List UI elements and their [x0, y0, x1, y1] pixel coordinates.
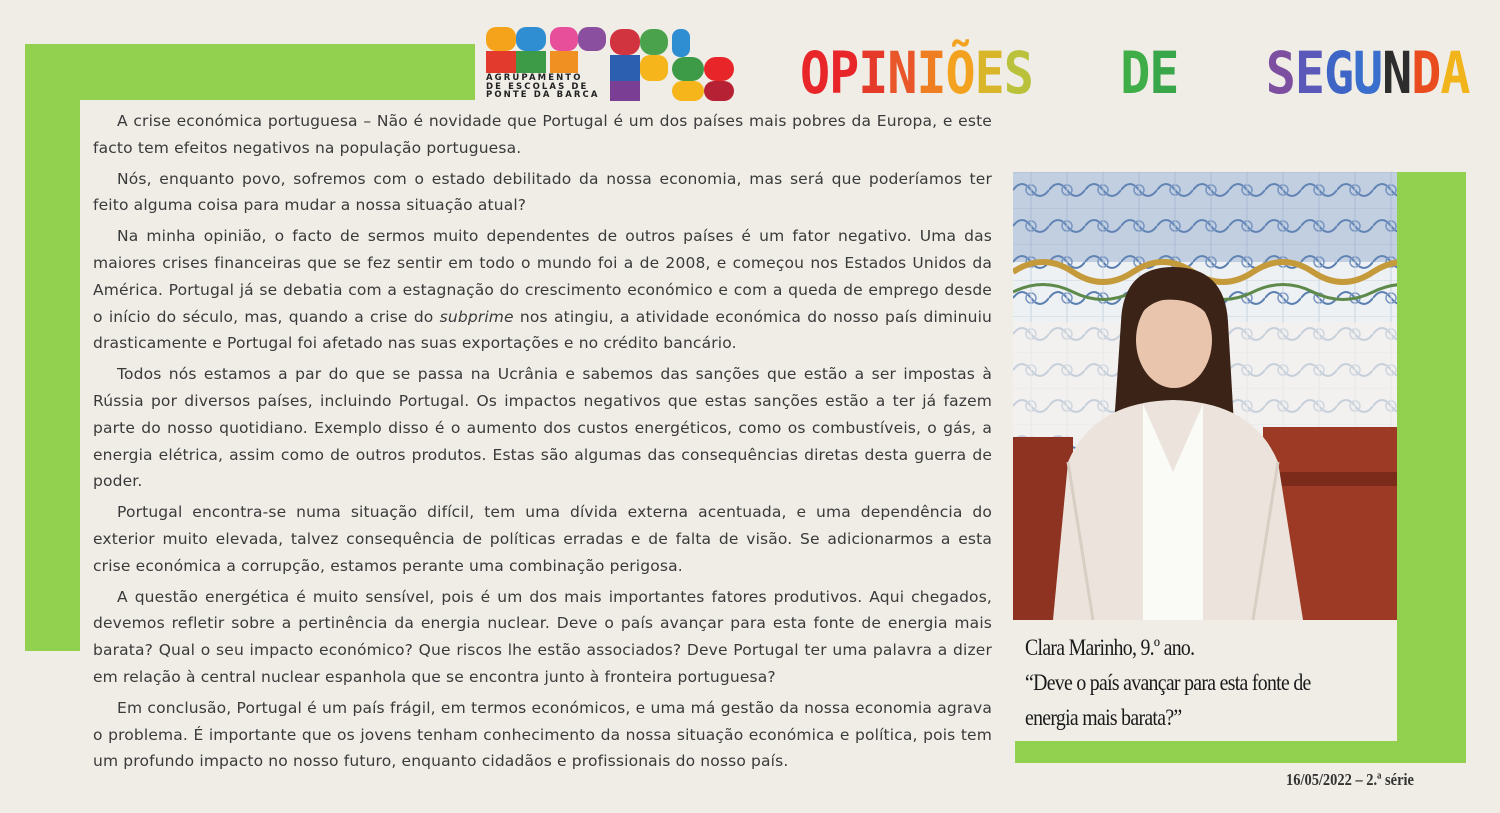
logo-line-1: AGRUPAMENTO: [486, 73, 583, 83]
paragraph-3-text-a: Na minha opinião, o facto de sermos muito dependentes de outros países é um fator negativo. Uma das maiores crises financeiras que se fez sentir em todo o mundo foi a de 2008, e começou nos Estados Unidos da América. Portugal já se debatia com a estagnação do crescimento económico e com a queda de emprego desde o início do século, mas, quando a crise do: [93, 227, 992, 326]
logo-text: [486, 74, 616, 100]
title-letter: S: [1003, 40, 1033, 107]
article-paragraph-4: Todos nós estamos a par do que se passa na Ucrânia e sabemos das sanções que estão a ser impostas à Rússia por diversos países, incluindo Portugal. Os impactos negativos que estas sanções estão a ter já fazem parte do nosso quotidiano. Exemplo disso é o aumento dos custos energéticos, como os combustíveis, o gás, a energia elétrica, assim como de outros produtos. Estas são algumas das consequências diretas desta guerra de poder.: [93, 365, 992, 491]
title-word-2: [1120, 38, 1178, 109]
article-paragraph-5: Portugal encontra-se numa situação difícil, tem uma dívida externa acentuada, e uma dependência do exterior muito elevada, talvez consequência de políticas erradas e de falta de visão. Se adicionarmos a esta crise económica a corrupção, estamos perante uma combinação perigosa.: [93, 503, 992, 575]
logo-letter-p: [610, 29, 668, 101]
logo-letter-b: [672, 29, 734, 101]
title-letter: D: [1120, 40, 1150, 107]
title-letter: D: [1411, 40, 1441, 107]
page-title: [800, 38, 1470, 109]
paragraph-3-text-b: nos atingiu, a atividade económica do nosso país diminuiu drasticamente e Portugal foi afetado nas suas exportações e no crédito bancário.: [93, 307, 992, 353]
title-letter: P: [829, 40, 859, 107]
title-letter: I: [858, 40, 888, 107]
caption-quote-line-1: “Deve o país avançar para esta fonte de: [1025, 670, 1311, 695]
title-letter: E: [974, 40, 1004, 107]
caption-author: Clara Marinho, 9.º ano.: [1025, 635, 1195, 660]
title-word-1: [800, 38, 1033, 109]
title-letter: Õ: [945, 40, 975, 107]
title-letter: A: [1440, 40, 1470, 107]
title-letter: I: [916, 40, 946, 107]
title-letter: U: [1353, 40, 1383, 107]
title-letter: S: [1265, 40, 1295, 107]
title-letter: E: [1149, 40, 1179, 107]
article-paragraph-6: A questão energética é muito sensível, pois é um dos mais importantes fatores produtivos. Aqui chegados, devemos refletir sobre a pertinência da energia nuclear. Deve o país avançar para esta fonte de energia mais barata? Qual o seu impacto económico? Que riscos lhe estão associados? Deve Portugal ter uma palavra a dizer em relação à central nuclear espanhola que se encontra junto à fronteira portuguesa?: [93, 587, 992, 686]
student-photo: [1013, 172, 1397, 620]
logo-line-3: PONTE DA BARCA: [486, 90, 600, 101]
logo-letter-a: [486, 27, 546, 73]
photo-caption: [1025, 630, 1335, 735]
subprime-term: subprime: [439, 307, 514, 326]
article-paragraph-7: Em conclusão, Portugal é um país frágil, em termos económicos, e uma má gestão da nossa economia agrava o problema. É importante que os jovens tenham conhecimento da nossa situação económica e política, pois tem um profundo impacto no nosso futuro, enquanto cidadãos e profissionais do nosso país.: [93, 698, 992, 771]
title-letter: G: [1323, 40, 1354, 107]
title-letter: E: [1294, 40, 1324, 107]
title-letter: N: [1382, 40, 1412, 107]
date-series-label: 16/05/2022 – 2.ª série: [1286, 770, 1414, 789]
title-letter: O: [800, 40, 830, 107]
caption-quote-line-2: energia mais barata?”: [1025, 705, 1182, 730]
student-portrait-image: [1013, 172, 1397, 620]
title-word-3: [1266, 38, 1470, 109]
article-body: [93, 108, 992, 779]
logo-line-2: DE ESCOLAS DE: [486, 81, 589, 92]
logo-letter-e: [550, 27, 606, 73]
title-letter: N: [887, 40, 917, 107]
article-paragraph-2: Nós, enquanto povo, sofremos com o estado debilitado da nossa economia, mas será que poderíamos ter feito alguma coisa para mudar a nossa situação atual?: [93, 169, 992, 215]
article-paragraph-3: [93, 223, 992, 357]
article-paragraph-1: A crise económica portuguesa – Não é novidade que Portugal é um dos países mais pobres da Europa, e este facto tem efeitos negativos na população portuguesa.: [93, 112, 992, 157]
